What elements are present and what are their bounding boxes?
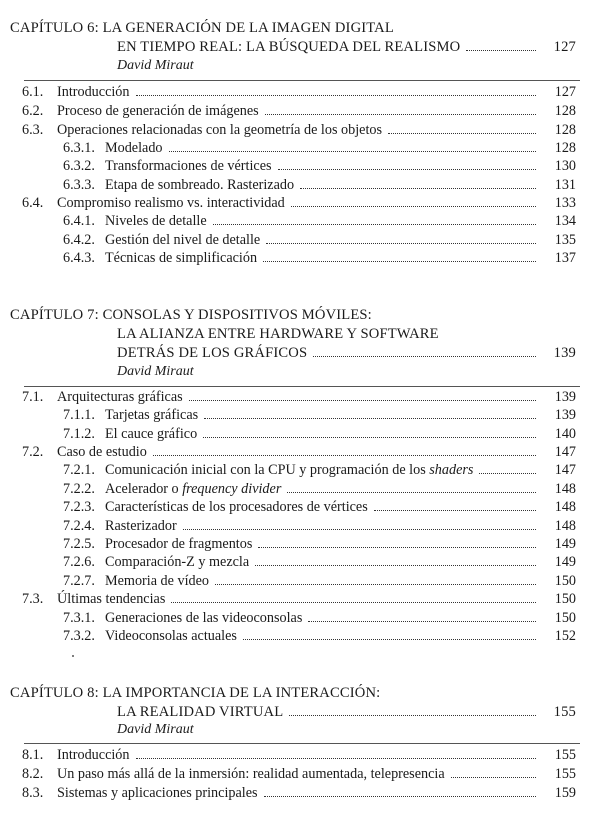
toc-entry[interactable] [22, 83, 576, 101]
entry-title: Introducción [57, 84, 130, 100]
dot-leader [136, 95, 537, 96]
toc-entry[interactable] [63, 176, 576, 194]
page-number: 128 [554, 103, 576, 119]
entry-title: Últimas tendencias [57, 591, 166, 607]
entry-title: Compromiso realismo vs. interactividad [57, 195, 285, 211]
speck-mark [72, 655, 74, 657]
divider [24, 743, 580, 744]
dot-leader [255, 565, 536, 566]
toc-entry[interactable] [22, 746, 576, 764]
page-number: 139 [554, 389, 576, 405]
page-number: 148 [554, 481, 576, 497]
toc-entry[interactable] [63, 139, 576, 157]
toc-entry[interactable] [63, 461, 576, 479]
entry-title: Generaciones de las videoconsolas [105, 610, 303, 626]
page-number: 155 [554, 747, 576, 763]
dot-leader [243, 639, 536, 640]
toc-entry[interactable] [22, 765, 576, 783]
entry-title: Técnicas de simplificación [105, 250, 258, 266]
toc-entry[interactable] [63, 535, 576, 553]
toc-entry[interactable] [22, 194, 576, 212]
entry-title: Transformaciones de vértices [105, 158, 272, 174]
dot-leader [213, 224, 536, 225]
chapter-heading-line[interactable]: LA REALIDAD VIRTUAL 155 [117, 704, 576, 720]
entry-number: 6.1. [22, 84, 44, 100]
toc-entry[interactable] [63, 157, 576, 175]
chapter-heading-line: LA ALIANZA ENTRE HARDWARE Y SOFTWARE [117, 326, 439, 342]
dot-leader [265, 114, 536, 115]
toc-entry[interactable] [63, 609, 576, 627]
entry-title: Gestión del nivel de detalle [105, 232, 261, 248]
page-number: 135 [554, 232, 576, 248]
dot-leader [388, 133, 536, 134]
entry-number: 6.4.1. [63, 213, 95, 229]
entry-title: Videoconsolas actuales [105, 628, 237, 644]
page-number: 140 [554, 426, 576, 442]
entry-title: Comparación-Z y mezcla [105, 554, 250, 570]
page-number: 133 [554, 195, 576, 211]
entry-number: 6.2. [22, 103, 44, 119]
toc-entry[interactable] [63, 627, 576, 645]
entry-number: 6.4.3. [63, 250, 95, 266]
toc-entry[interactable] [22, 102, 576, 120]
chapter-heading-line: CAPÍTULO 8: LA IMPORTANCIA DE LA INTERACCIÓN: [10, 685, 381, 701]
entry-number: 7.3. [22, 591, 44, 607]
chapter-heading-line[interactable]: DETRÁS DE LOS GRÁFICOS 139 [117, 345, 576, 361]
page-number: 148 [554, 518, 576, 534]
dot-leader [289, 715, 536, 716]
entry-number: 8.2. [22, 766, 44, 782]
page-number: 152 [554, 628, 576, 644]
toc-entry[interactable] [63, 480, 576, 498]
entry-number: 7.3.1. [63, 610, 95, 626]
entry-number: 6.4.2. [63, 232, 95, 248]
dot-leader [466, 50, 536, 51]
chapter-heading-line: CAPÍTULO 7: CONSOLAS Y DISPOSITIVOS MÓVILES: [10, 307, 372, 323]
entry-title: Etapa de sombreado. Rasterizado [105, 177, 295, 193]
entry-title: Tarjetas gráficas [105, 407, 199, 423]
toc-entry[interactable] [22, 590, 576, 608]
entry-number: 7.3.2. [63, 628, 95, 644]
dot-leader [189, 400, 536, 401]
entry-title: Arquitecturas gráficas [57, 389, 183, 405]
entry-title: El cauce gráfico [105, 426, 198, 442]
dot-leader [183, 529, 536, 530]
page-number: 127 [553, 39, 576, 55]
dot-leader [136, 758, 537, 759]
entry-number: 7.1. [22, 389, 44, 405]
entry-title: Sistemas y aplicaciones principales [57, 785, 258, 801]
dot-leader [171, 602, 536, 603]
page-number: 127 [554, 84, 576, 100]
toc-entry[interactable] [63, 249, 576, 267]
entry-number: 7.1.2. [63, 426, 95, 442]
entry-title: Proceso de generación de imágenes [57, 103, 259, 119]
entry-number: 7.2.5. [63, 536, 95, 552]
entry-number: 7.2.4. [63, 518, 95, 534]
dot-leader [291, 206, 536, 207]
entry-number: 7.2.7. [63, 573, 95, 589]
entry-title: Memoria de vídeo [105, 573, 210, 589]
page-number: 147 [554, 444, 576, 460]
toc-entry[interactable] [63, 425, 576, 443]
entry-title: Comunicación inicial con la CPU y programación de los shaders [105, 462, 474, 478]
entry-number: 6.3.1. [63, 140, 95, 156]
entry-title: Un paso más allá de la inmersión: realidad aumentada, telepresencia [57, 766, 445, 782]
page-number: 131 [554, 177, 576, 193]
entry-number: 7.2.1. [63, 462, 95, 478]
page-number: 128 [554, 140, 576, 156]
entry-title: Niveles de detalle [105, 213, 207, 229]
divider [24, 386, 580, 387]
page-number: 149 [554, 536, 576, 552]
entry-title: Acelerador o frequency divider [105, 481, 282, 497]
dot-leader [258, 547, 536, 548]
dot-leader [264, 796, 536, 797]
toc-entry[interactable] [63, 406, 576, 424]
entry-title: Procesador de fragmentos [105, 536, 253, 552]
page-number: 150 [554, 591, 576, 607]
entry-number: 6.3.2. [63, 158, 95, 174]
dot-leader [153, 455, 536, 456]
dot-leader [215, 584, 536, 585]
dot-leader [374, 510, 536, 511]
toc-entry[interactable] [63, 498, 576, 516]
toc-entry[interactable] [63, 212, 576, 230]
entry-number: 7.2.2. [63, 481, 95, 497]
chapter-heading-line[interactable]: EN TIEMPO REAL: LA BÚSQUEDA DEL REALISMO 127 [117, 39, 576, 55]
page-number: 150 [554, 610, 576, 626]
entry-title: Operaciones relacionadas con la geometría de los objetos [57, 122, 383, 138]
page-number: 134 [554, 213, 576, 229]
page-number: 128 [554, 122, 576, 138]
page-number: 130 [554, 158, 576, 174]
entry-number: 8.1. [22, 747, 44, 763]
page-number: 159 [554, 785, 576, 801]
entry-number: 7.2.3. [63, 499, 95, 515]
dot-leader [308, 621, 536, 622]
chapter-heading-line: CAPÍTULO 6: LA GENERACIÓN DE LA IMAGEN DIGITAL [10, 20, 394, 36]
entry-number: 6.3. [22, 122, 44, 138]
toc-entry[interactable] [63, 553, 576, 571]
page-number: 149 [554, 554, 576, 570]
divider [24, 80, 580, 81]
dot-leader [313, 356, 536, 357]
entry-number: 7.1.1. [63, 407, 95, 423]
toc-entry[interactable] [63, 572, 576, 590]
dot-leader [203, 437, 536, 438]
chapter-author: David Miraut [117, 722, 194, 737]
dot-leader [287, 492, 536, 493]
dot-leader [204, 418, 536, 419]
entry-title: Rasterizador [105, 518, 177, 534]
dot-leader [479, 473, 536, 474]
toc-entry[interactable] [22, 121, 576, 139]
dot-leader [266, 243, 536, 244]
entry-title: Características de los procesadores de vértices [105, 499, 368, 515]
page-number: 150 [554, 573, 576, 589]
toc-entry[interactable] [22, 388, 576, 406]
page-number: 155 [554, 766, 576, 782]
entry-number: 7.2. [22, 444, 44, 460]
toc-entry[interactable] [63, 517, 576, 535]
dot-leader [451, 777, 536, 778]
chapter-author: David Miraut [117, 58, 194, 73]
entry-number: 6.3.3. [63, 177, 95, 193]
entry-number: 8.3. [22, 785, 44, 801]
entry-number: 6.4. [22, 195, 44, 211]
chapter-author: David Miraut [117, 364, 194, 379]
page-number: 139 [554, 407, 576, 423]
dot-leader [169, 151, 536, 152]
toc-entry[interactable] [63, 231, 576, 249]
page-number: 147 [554, 462, 576, 478]
page-number: 137 [554, 250, 576, 266]
entry-title: Introducción [57, 747, 130, 763]
toc-entry[interactable] [22, 784, 576, 802]
page-number: 148 [554, 499, 576, 515]
dot-leader [263, 261, 536, 262]
dot-leader [300, 188, 536, 189]
dot-leader [278, 169, 536, 170]
toc-entry[interactable] [22, 443, 576, 461]
page-number: 155 [553, 704, 576, 720]
entry-number: 7.2.6. [63, 554, 95, 570]
page-number: 139 [553, 345, 576, 361]
entry-title: Caso de estudio [57, 444, 147, 460]
entry-title: Modelado [105, 140, 163, 156]
